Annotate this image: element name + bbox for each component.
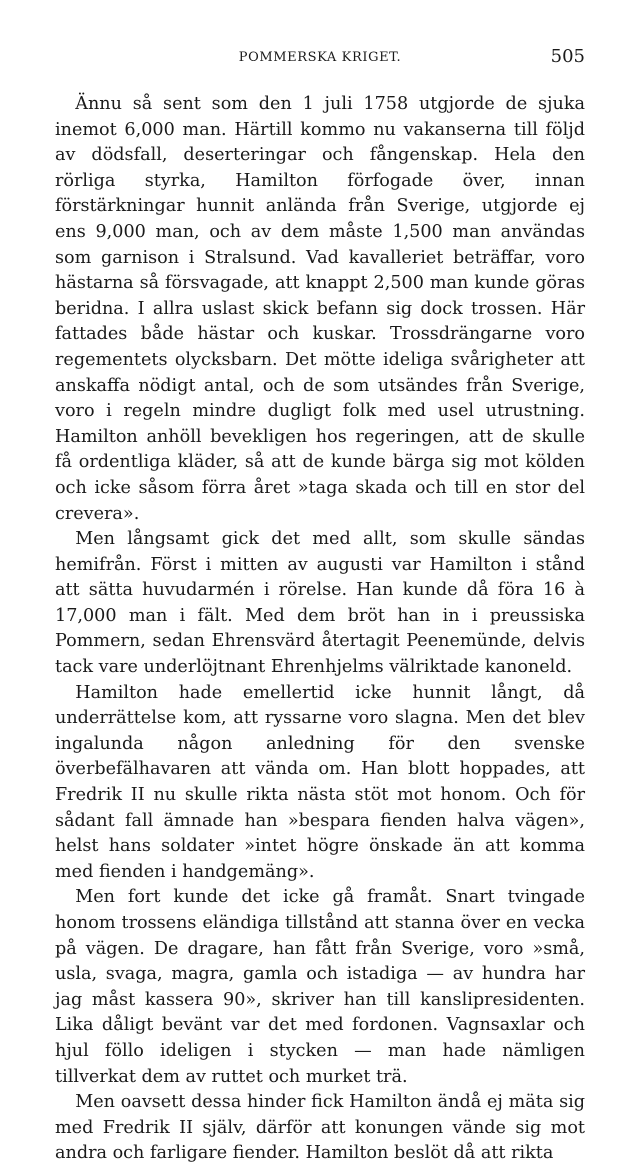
body-text xyxy=(55,92,585,1167)
running-title: POMMERSKA KRIGET. xyxy=(238,50,402,65)
paragraph: Ännu så sent som den 1 juli 1758 utgjorde de sjuka inemot 6,000 man. Härtill kommo nu vakanserna till följd av dödsfall, deserteringar och fångenskap. Hela den rörliga styrka, Hamilton förfogade över, innan förstärkningar hunnit anlända från Sverige, utgjorde ej ens 9,000 man, och av dem måste 1,500 man användas som garnison i Stralsund. Vad kavalleriet beträffar, voro hästarna så försvagade, att knappt 2,500 man kunde göras beridna. I allra uslast skick befann sig dock trossen. Här fattades både hästar och kuskar. Trossdrängarne voro regementets olycksbarn. Det mötte ideliga svårigheter att anskaffa nödigt antal, och de som utsändes från Sverige, voro i regeln mindre dugligt folk med usel utrustning. Hamilton anhöll bevekligen hos regeringen, att de skulle få ordentliga kläder, så att de kunde bärga sig mot kölden och icke såsom förra året »taga skada och till en stor del crevera». xyxy=(55,94,585,524)
paragraph: Men oavsett dessa hinder fick Hamilton ändå ej mäta sig med Fredrik II själv, därför att konungen vände sig mot andra och farligare fiender. Hamilton beslöt då att rikta xyxy=(55,1092,585,1164)
running-head xyxy=(55,44,585,76)
paragraph: Men fort kunde det icke gå framåt. Snart tvingade honom trossens eländiga tillstånd att stanna över en vecka på vägen. De dragare, han fått från Sverige, voro »små, usla, svaga, magra, gamla och istadiga — av hundra har jag måst kassera 90», skriver han till kanslipresidenten. Lika dåligt bevänt var det med fordonen. Vagnsaxlar och hjul föllo ideligen i stycken — man hade nämligen tillverkat dem av ruttet och murket trä. xyxy=(55,887,585,1087)
page-number: 505 xyxy=(550,46,585,67)
book-page xyxy=(55,44,585,1167)
paragraph: Hamilton hade emellertid icke hunnit långt, då underrättelse kom, att ryssarne voro slagna. Men det blev ingalunda någon anledning för den svenske överbefälhavaren att vända om. Han blott hoppades, att Fredrik II nu skulle rikta nästa stöt mot honom. Och för sådant fall ämnade han »bespara fienden halva vägen», helst hans soldater »intet högre önskade än att komma med fienden i handgemäng». xyxy=(55,682,585,882)
paragraph: Men långsamt gick det med allt, som skulle sändas hemifrån. Först i mitten av augusti var Hamilton i stånd att sätta huvudarmén i rörelse. Han kunde då föra 16 à 17,000 man i fält. Med dem bröt han in i preussiska Pommern, sedan Ehrensvärd återtagit Peenemünde, delvis tack vare underlöjtnant Ehrenhjelms välriktade kanoneld. xyxy=(55,529,585,678)
